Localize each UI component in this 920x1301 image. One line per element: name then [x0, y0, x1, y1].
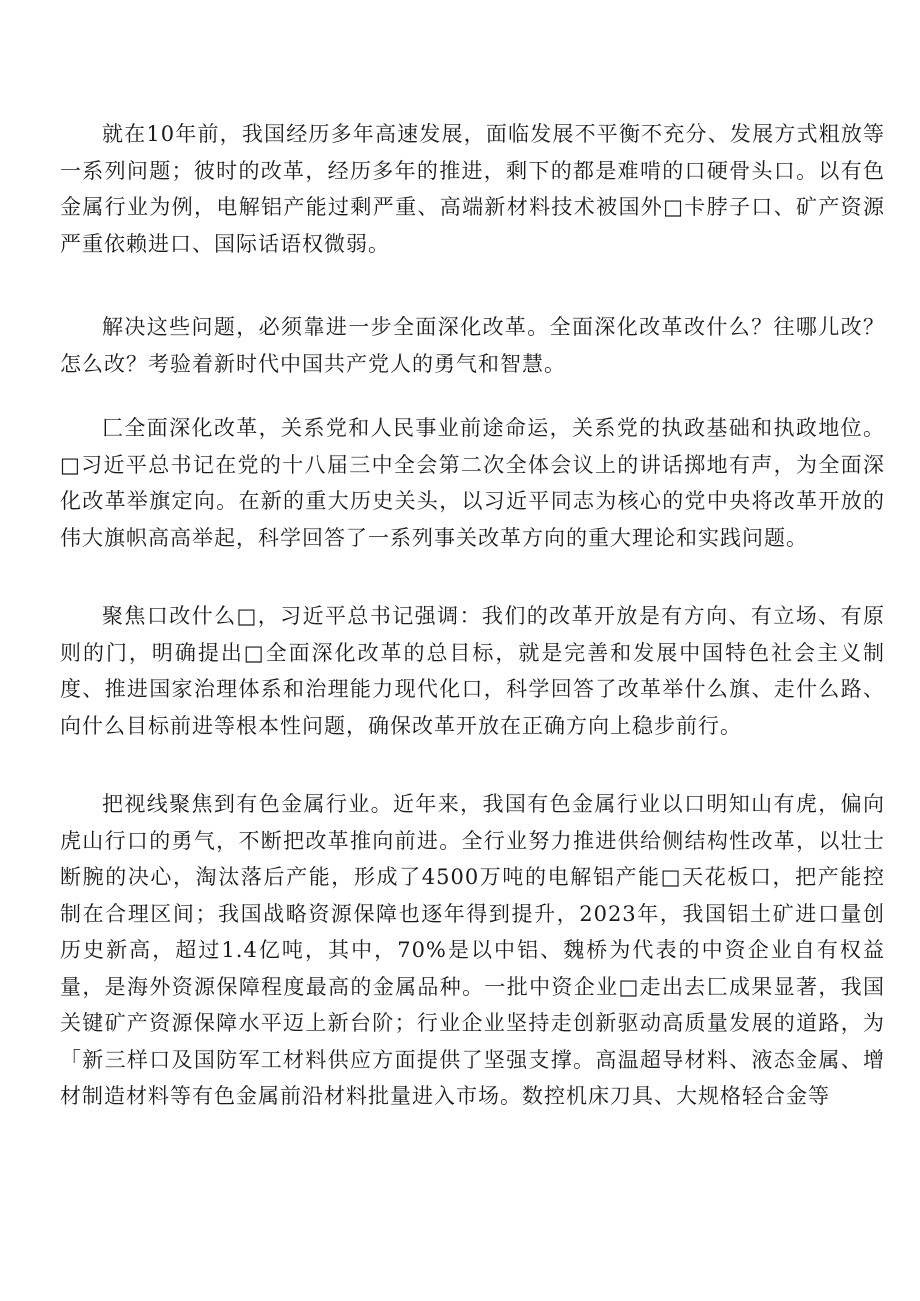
- paragraph-3: 匚全面深化改革，关系党和人民事业前途命运，关系党的执政基础和执政地位。□习近平总书记在党的十八届三中全会第二次全体会议上的讲话掷地有声，为全面深化改革举旗定向。在新的重大历史关头，以习近平同志为核心的党中央将改革开放的伟大旗帜高高举起，科学回答了一系列事关改革方向的重大理论和实践问题。: [60, 416, 885, 550]
- paragraph-5: 把视线聚焦到有色金属行业。近年来，我国有色金属行业以口明知山有虎，偏向虎山行口的勇气，不断把改革推向前进。全行业努力推进供给侧结构性改革，以壮士断腕的决心，淘汰落后产能，形成了4500万吨的电解铝产能□天花板口，把产能控制在合理区间；我国战略资源保障也逐年得到提升，2023年，我国铝土矿进口量创历史新高，超过1.4亿吨，其中，70%是以中铝、魏桥为代表的中资企业自有权益量，是海外资源保障程度最高的金属品种。一批中资企业□走出去匚成果显著，我国关键矿产资源保障水平迈上新台阶；行业企业坚持走创新驱动高质量发展的道路，为「新三样口及国防军工材料供应方面提供了坚强支撑。高温超导材料、液态金属、增材制造材料等有色金属前沿材料批量进入市场。数控机床刀具、大规格轻合金等: [60, 792, 885, 1108]
- paragraph-2: 解决这些问题，必须靠进一步全面深化改革。全面深化改革改什么？往哪儿改？怎么改？考验着新时代中国共产党人的勇气和智慧。: [60, 315, 885, 376]
- paragraph-4: 聚焦口改什么□，习近平总书记强调：我们的改革开放是有方向、有立场、有原则的门，明确提出□全面深化改革的总目标，就是完善和发展中国特色社会主义制度、推进国家治理体系和治理能力现代化口，科学回答了改革举什么旗、走什么路、向什么目标前进等根本性问题，确保改革开放在正确方向上稳步前行。: [60, 604, 885, 738]
- paragraph-1: 就在10年前，我国经历多年高速发展，面临发展不平衡不充分、发展方式粗放等一系列问题；彼时的改革，经历多年的推进，剩下的都是难啃的口硬骨头口。以有色金属行业为例，电解铝产能过剩严重、高端新材料技术被国外□卡脖子口、矿产资源严重依赖进口、国际话语权微弱。: [60, 122, 885, 256]
